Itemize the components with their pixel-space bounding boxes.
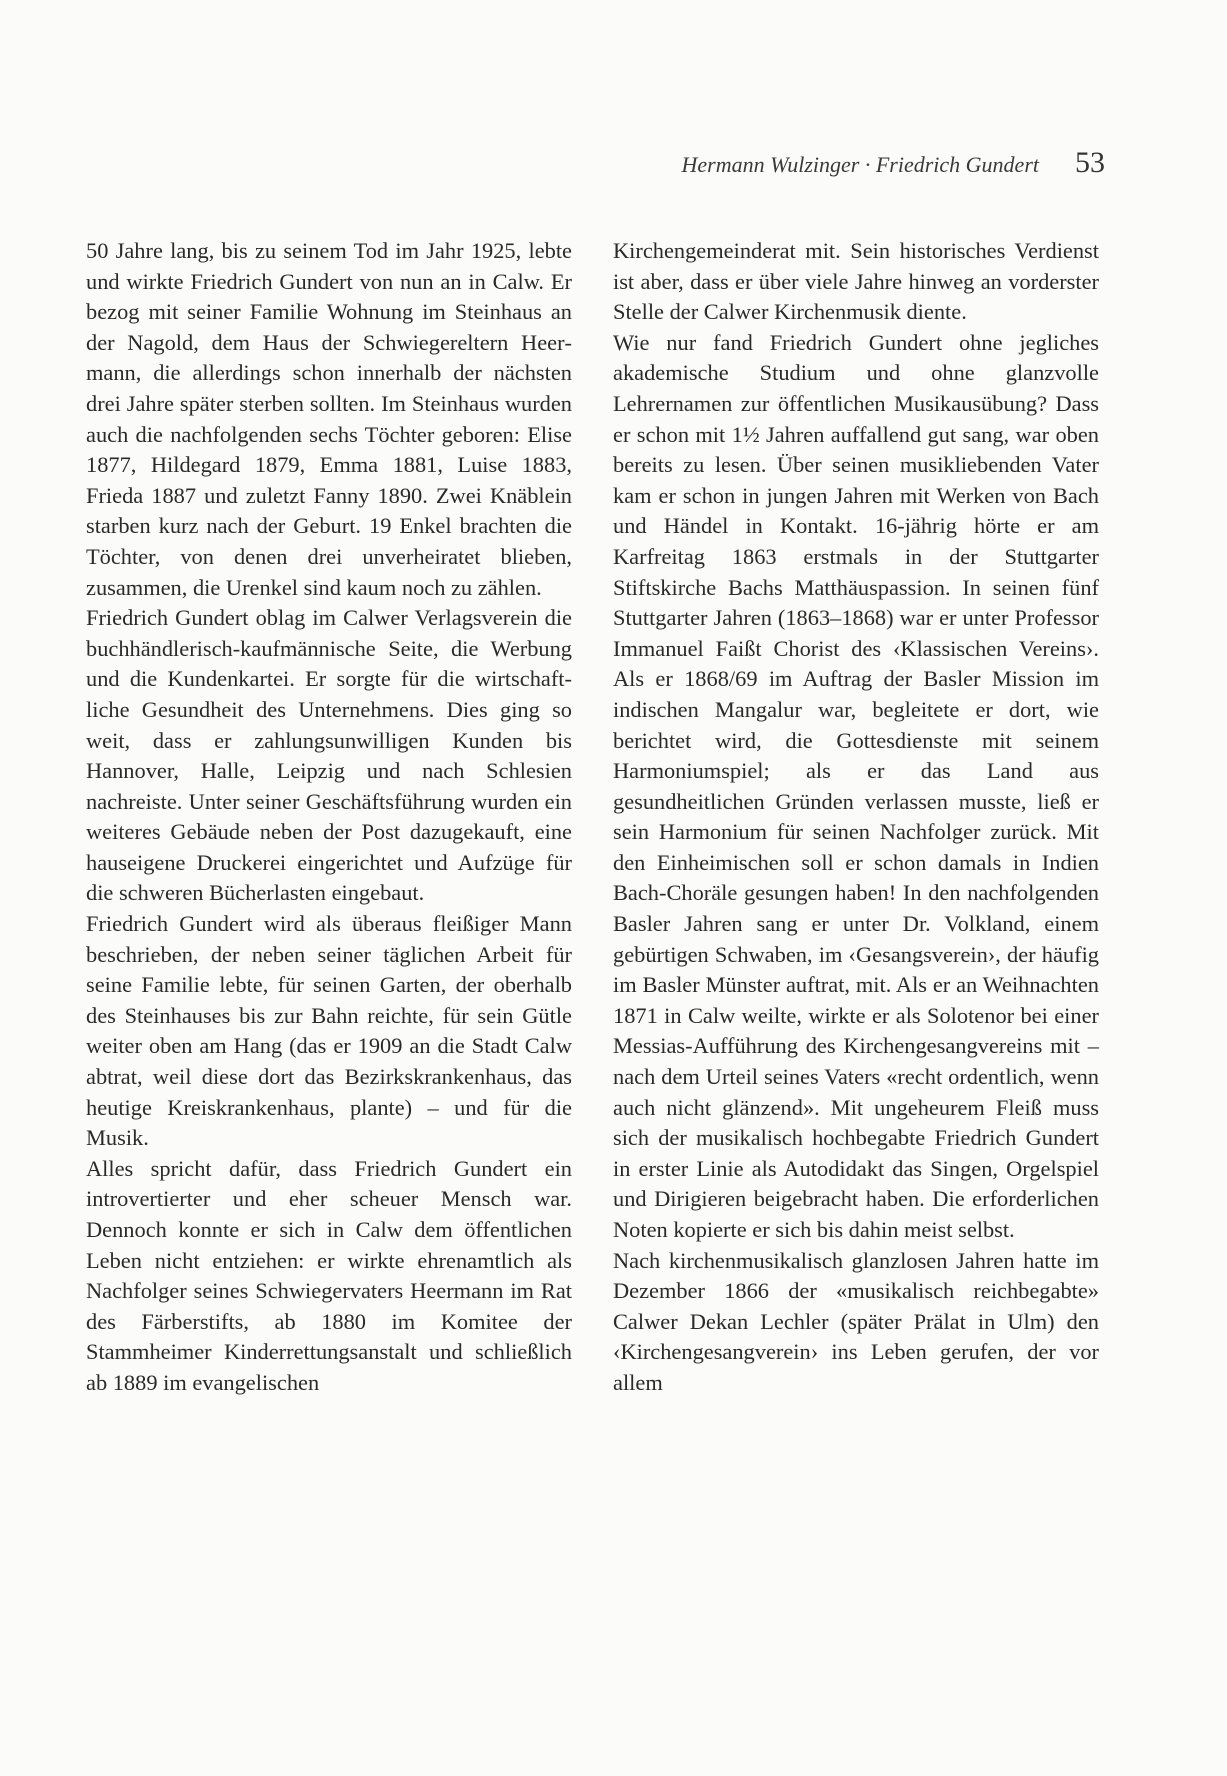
page-header	[600, 146, 1105, 186]
left-column	[86, 236, 572, 1399]
paragraph: Kirchengemeinderat mit. Sein historisches Verdienst ist aber, dass er über viele Jahre hinweg an vorderster Stelle der Calwer Kirchenmusik diente.	[613, 238, 1099, 325]
paragraph: Nach kirchenmusikalisch glanzlosen Jahren hatte im Dezember 1866 der «musikalisch reichbegabte» Calwer Dekan Lechler (später Prälat in Ulm) den ‹Kirchengesangverein› ins Leben gerufen, der vor allem	[613, 1247, 1099, 1395]
paragraph: Wie nur fand Friedrich Gundert ohne jegliches akademische Studium und ohne glanzvolle Lehrernamen zur öffentlichen Musikausübung? Dass er schon mit 1½ Jahren auffallend gut sang, war oben bereits zu lesen. Über seinen musikliebenden Vater kam er schon in jungen Jahren mit Werken von Bach und Händel in Kontakt. 16-jährig hörte er am Karfreitag 1863 erstmals in der Stuttgarter Stiftskirche Bachs Matthäuspassion. In seinen fünf Stuttgarter Jahren (1863–1868) war er unter Professor Immanuel Faißt Chorist des ‹Klassischen Vereins›. Als er 1868/69 im Auftrag der Basler Mission im indischen Mangalur war, begleitete er dort, wie berichtet wird, die Gottesdienste mit seinem Harmoniumspiel; als er das Land aus gesundheitlichen Gründen verlassen musste, ließ er sein Harmonium für seinen Nachfolger zurück. Mit den Einheimischen soll er schon damals in Indien Bach-Choräle gesungen haben! In den nachfolgenden Basler Jahren sang er unter Dr. Volkland, einem gebürtigen Schwaben, im ‹Gesangsverein›, der häufig im Basler Münster auftrat, mit. Als er an Weihnachten 1871 in Calw weilte, wirkte er als Solotenor bei einer Messias-Aufführung des Kirchengesangvereins mit – nach dem Urteil seines Vaters «recht ordentlich, wenn auch nicht glänzend». Mit ungeheurem Fleiß muss sich der musikalisch hochbegabte Friedrich Gundert in erster Linie als Autodidakt das Singen, Orgelspiel und Dirigieren beigebracht haben. Die erforderlichen Noten kopierte er sich bis dahin meist selbst.	[613, 329, 1099, 1242]
paragraph: Friedrich Gundert wird als überaus fleißiger Mann beschrieben, der neben seiner täglichen Arbeit für seine Familie lebte, für seinen Garten, der oberhalb des Steinhauses bis zur Bahn reichte, für sein Gütle weiter oben am Hang (das er 1909 an die Stadt Calw abtrat, weil diese dort das Bezirkskrankenhaus, das heutige Kreiskrankenhaus, plante) – und für die Musik.	[86, 911, 572, 1151]
running-title: Hermann Wulzinger · Friedrich Gundert	[681, 152, 1039, 177]
paragraph: Friedrich Gundert oblag im Calwer Verlagsverein die buchhändlerisch-kaufmännische Seite, die Werbung und die Kundenkartei. Er sorgte für die wirtschaftliche Gesundheit des Unternehmens. Dies ging so weit, dass er zahlungsunwilligen Kunden bis Hannover, Halle, Leipzig und nach Schlesien nachreiste. Unter seiner Geschäftsführung wurden ein weiteres Gebäude neben der Post dazugekauft, eine hauseigene Druckerei eingerichtet und Aufzüge für die schweren Bücherlasten eingebaut.	[86, 605, 572, 906]
right-column	[613, 236, 1099, 1399]
page-number: 53	[1075, 146, 1105, 179]
paragraph: 50 Jahre lang, bis zu seinem Tod im Jahr 1925, lebte und wirkte Friedrich Gundert von nun an in Calw. Er bezog mit seiner Familie Wohnung im Steinhaus an der Nagold, dem Haus der Schwiegereltern Heermann, die allerdings schon innerhalb der nächsten drei Jahre später sterben sollten. Im Steinhaus wurden auch die nachfolgenden sechs Töchter geboren: Elise 1877, Hildegard 1879, Emma 1881, Luise 1883, Frieda 1887 und zuletzt Fanny 1890. Zwei Knäblein starben kurz nach der Geburt. 19 Enkel brachten die Töchter, von denen drei unverheiratet blieben, zusammen, die Urenkel sind kaum noch zu zählen.	[86, 238, 572, 600]
paragraph: Alles spricht dafür, dass Friedrich Gundert ein introvertierter und eher scheuer Mensch war. Dennoch konnte er sich in Calw dem öffentlichen Leben nicht entziehen: er wirkte ehrenamtlich als Nachfolger seines Schwiegervaters Heermann im Rat des Färberstifts, ab 1880 im Komitee der Stammheimer Kinderrettungsanstalt und schließlich ab 1889 im evangelischen	[86, 1155, 572, 1395]
